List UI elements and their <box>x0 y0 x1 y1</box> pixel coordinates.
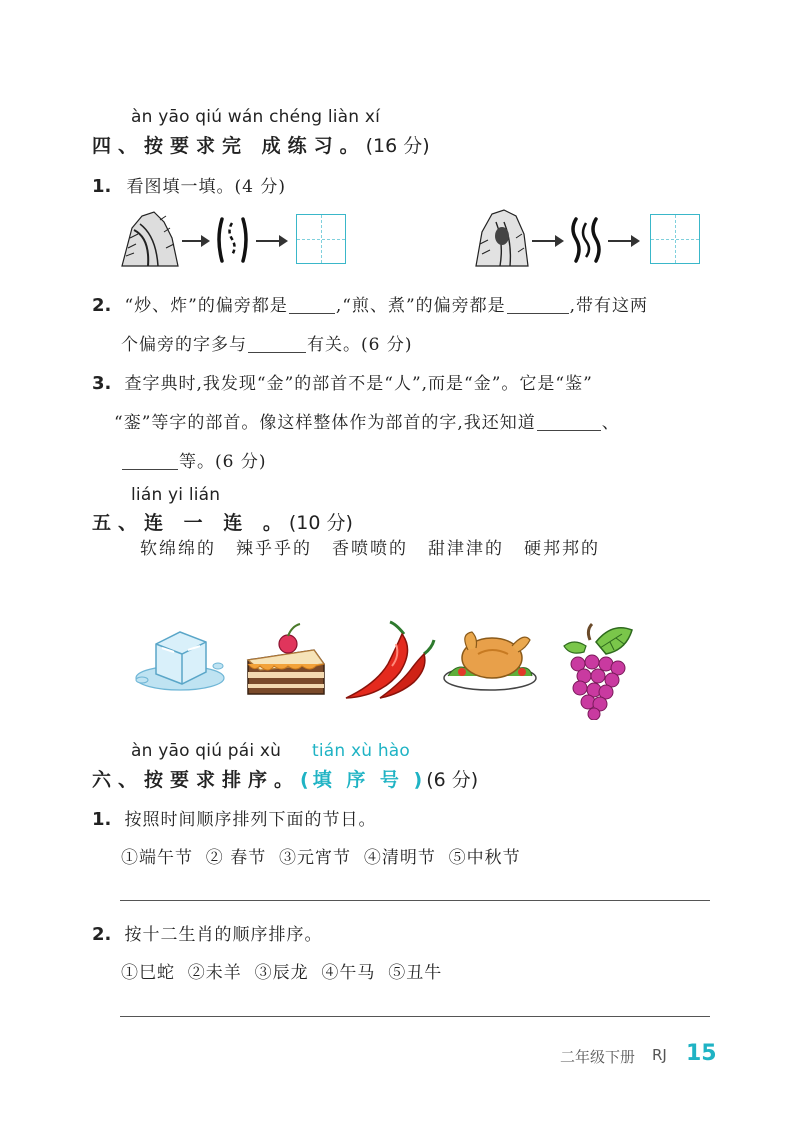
s4-q2-line2 <box>121 330 412 355</box>
answer-blank[interactable] <box>248 332 306 353</box>
s6-q1-text: 按照时间顺序排列下面的节日。 <box>124 810 377 830</box>
section6-pinyin-teal: tián xù hào <box>312 741 411 761</box>
writing-box-2[interactable] <box>650 214 700 264</box>
answer-blank[interactable] <box>507 293 569 314</box>
answer-line-1[interactable] <box>120 900 710 901</box>
section6-pinyin: àn yāo qiú pái xù <box>131 741 282 761</box>
s4-q3-line3 <box>121 447 266 472</box>
texture-words <box>140 534 600 559</box>
ancient-glyph-water-picture <box>568 217 604 263</box>
s6-q1-items: ①端午节 ② 春节 ③元宵节 ④清明节 ⑤中秋节 <box>121 848 521 868</box>
arrow-icon <box>256 240 286 242</box>
section6-title-teal: (填 序 号 ) <box>300 769 427 791</box>
s6-q2-text: 按十二生肖的顺序排序。 <box>124 925 323 945</box>
section5-pinyin: lián yi lián <box>131 485 221 505</box>
section5-title: 五、连 一 连 。 <box>92 512 289 534</box>
section4-pinyin: àn yāo qiú wán chéng liàn xí <box>131 107 381 127</box>
s4-q2-line1-c: ,带有这两 <box>569 296 649 316</box>
section4-heading <box>92 131 430 158</box>
s4-question-1 <box>92 172 286 197</box>
ancient-glyph-chuan-picture <box>214 217 250 263</box>
s4-q3-number: 3. <box>92 373 112 394</box>
word-sweet[interactable]: 甜津津的 <box>428 539 504 559</box>
red-chili-icon[interactable] <box>340 620 436 704</box>
s6-q2-number: 2. <box>92 924 112 945</box>
s4-q1-number: 1. <box>92 176 112 197</box>
s4-q3-line3-text: 等。(6 分) <box>179 452 267 472</box>
s4-q2-line1-b: ,“煎、煮”的偏旁都是 <box>335 296 506 316</box>
answer-blank[interactable] <box>122 449 178 470</box>
writing-box-1[interactable] <box>296 214 346 264</box>
s4-q3-line2 <box>114 408 620 433</box>
s4-q3-line2-b: 、 <box>601 413 620 433</box>
section6-score: (6 分) <box>426 769 479 791</box>
word-fragrant[interactable]: 香喷喷的 <box>332 539 408 559</box>
mountain-water-picture <box>120 208 180 270</box>
mountain-river-picture <box>474 208 530 270</box>
cake-slice-icon[interactable] <box>240 620 330 702</box>
s4-q2-line2-a: 个偏旁的字多与 <box>121 335 247 355</box>
s4-question-2 <box>92 291 648 316</box>
s4-q2-line2-b: 有关。(6 分) <box>307 335 413 355</box>
ice-cube-icon[interactable] <box>130 622 226 694</box>
s6-question-1 <box>92 805 376 830</box>
s6-question-2 <box>92 920 322 945</box>
grapes-icon[interactable] <box>556 620 640 720</box>
footer-edition: RJ <box>652 1046 667 1064</box>
s4-q3-line2-a: “銮”等字的部首。像这样整体作为部首的字,我还知道 <box>114 413 536 433</box>
section4-score: (16 分) <box>365 135 430 157</box>
s4-q2-line1-a: “炒、炸”的偏旁都是 <box>124 296 288 316</box>
answer-blank[interactable] <box>537 410 601 431</box>
s6-q1-number: 1. <box>92 809 112 830</box>
arrow-icon <box>532 240 562 242</box>
answer-line-2[interactable] <box>120 1016 710 1017</box>
section6-heading <box>92 765 478 792</box>
arrow-icon <box>182 240 208 242</box>
word-spicy[interactable]: 辣乎乎的 <box>236 539 312 559</box>
footer-grade: 二年级下册 <box>560 1048 636 1066</box>
section4-title: 四、按要求完 成练习。 <box>92 135 366 157</box>
s4-q1-text: 看图填一填。(4 分) <box>126 177 286 197</box>
page-number: 15 <box>686 1041 717 1066</box>
answer-blank[interactable] <box>289 293 335 314</box>
section5-heading <box>92 508 353 535</box>
section5-score: (10 分) <box>288 512 353 534</box>
word-hard[interactable]: 硬邦邦的 <box>524 539 600 559</box>
s6-q2-items: ①巳蛇 ②未羊 ③辰龙 ④午马 ⑤丑牛 <box>121 963 443 983</box>
s4-q3-line1: 查字典时,我发现“金”的部首不是“人”,而是“金”。它是“鉴” <box>124 374 593 394</box>
roast-chicken-icon[interactable] <box>442 624 538 692</box>
section6-title: 六、按要求排序。 <box>92 769 301 791</box>
arrow-icon <box>608 240 638 242</box>
s4-q2-number: 2. <box>92 295 112 316</box>
s4-question-3 <box>92 369 593 394</box>
word-soft[interactable]: 软绵绵的 <box>140 539 216 559</box>
